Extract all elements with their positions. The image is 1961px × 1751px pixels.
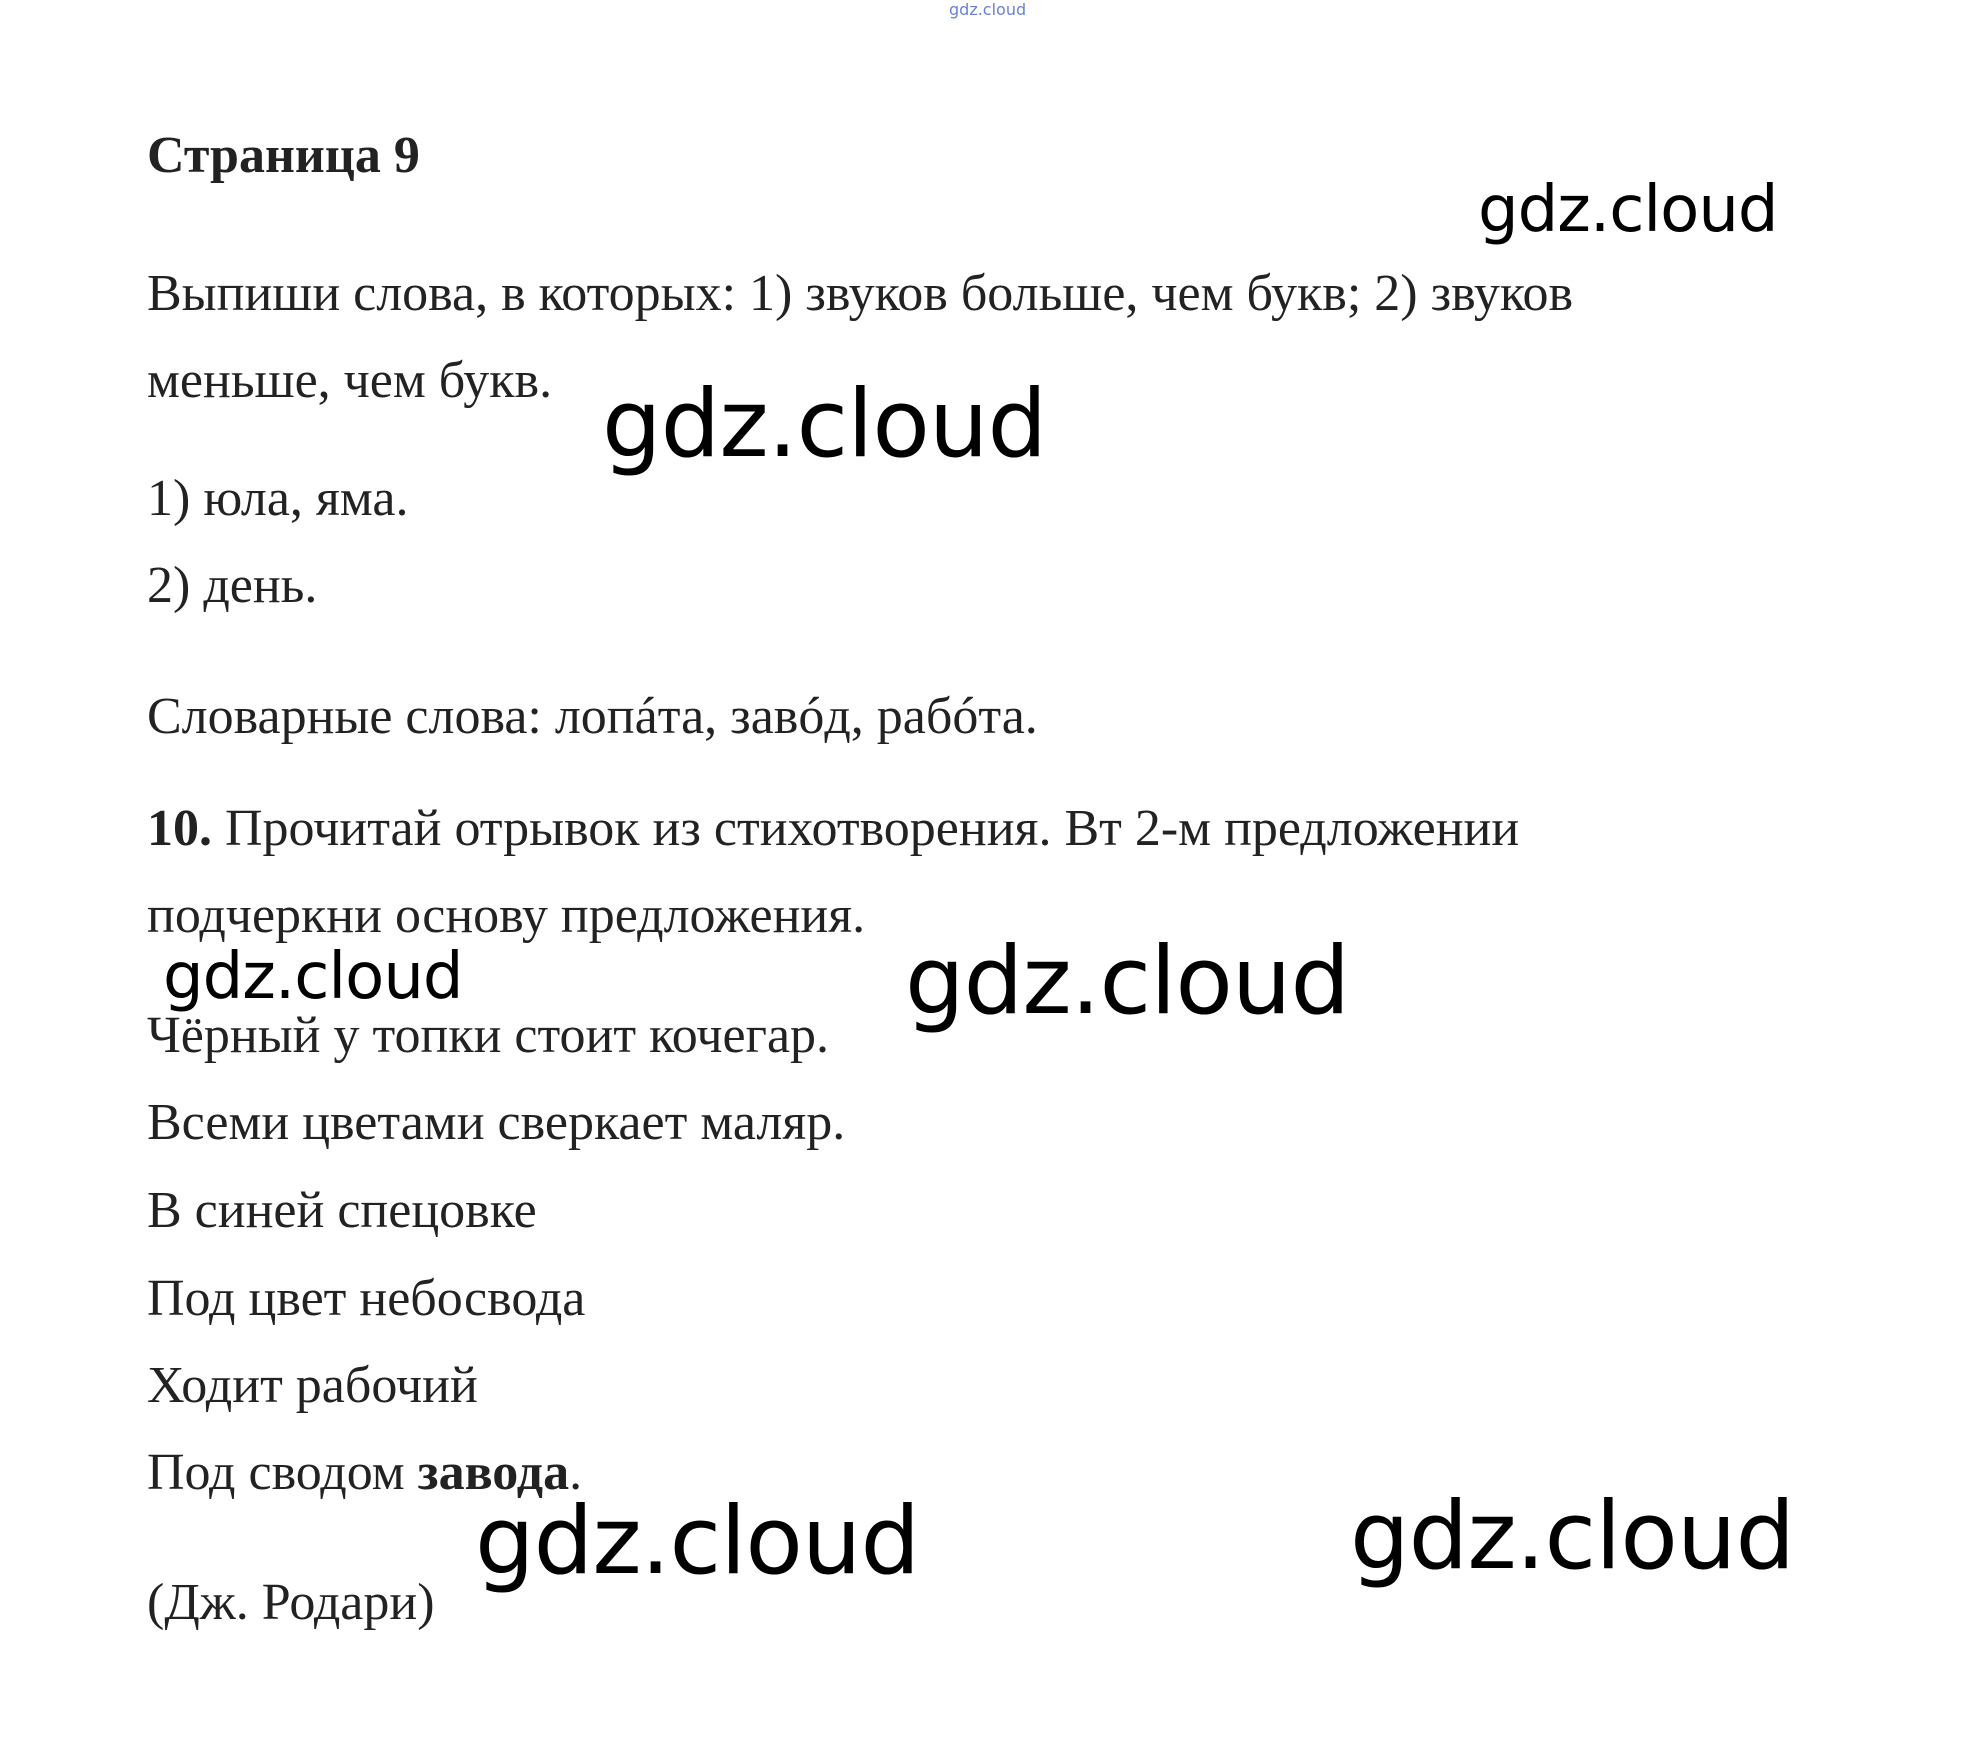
poem-line-3: В синей спецовке — [147, 1182, 537, 1239]
watermark: gdz.cloud — [475, 1487, 920, 1596]
answer-2: 2) день. — [147, 557, 318, 614]
poem-line-5: Ходит рабочий — [147, 1357, 478, 1414]
page-title: Страница 9 — [147, 127, 420, 184]
watermark: gdz.cloud — [1478, 173, 1778, 247]
watermark: gdz.cloud — [163, 940, 463, 1014]
task10-number: 10. — [147, 800, 212, 857]
vocab-sep: , — [704, 688, 731, 745]
vocab-prefix: Словарные слова: — [147, 688, 555, 745]
task10-line1 — [147, 800, 1520, 857]
poem-line-2: Всеми цветами сверкает маляр. — [147, 1094, 846, 1151]
poem-line-1: Чёрный у топки стоит кочегар. — [147, 1007, 830, 1064]
poem-bold-word: завода — [417, 1444, 570, 1501]
vocab-word-zavod: завóд — [730, 688, 851, 745]
poem-line-4: Под цвет небосвода — [147, 1270, 586, 1327]
task9-line1: Выпиши слова, в которых: 1) звуков больше, чем букв; 2) звуков — [147, 265, 1574, 322]
watermark: gdz.cloud — [1350, 1482, 1795, 1591]
answer-1: 1) юла, яма. — [147, 470, 409, 527]
vocab-word-lopata: лопáта — [554, 688, 705, 745]
vocab-sep: , — [850, 688, 877, 745]
watermark: gdz.cloud — [905, 927, 1350, 1036]
poem-line-6-start: Под сводом — [147, 1444, 418, 1501]
poem-author: (Дж. Родари) — [147, 1574, 435, 1631]
vocab-end: . — [1024, 688, 1038, 745]
vocabulary-words — [147, 688, 1038, 745]
poem-line-6-end: . — [569, 1444, 583, 1501]
task10-text: Прочитай отрывок из стихотворения. Вт 2-м предложении — [212, 800, 1520, 857]
watermark: gdz.cloud — [602, 370, 1047, 479]
task10-line2: подчеркни основу предложения. — [147, 887, 866, 944]
vocab-word-rabota: рабóта — [876, 688, 1025, 745]
top-watermark: gdz.cloud — [949, 0, 1027, 19]
task9-line2: меньше, чем букв. — [147, 352, 553, 409]
